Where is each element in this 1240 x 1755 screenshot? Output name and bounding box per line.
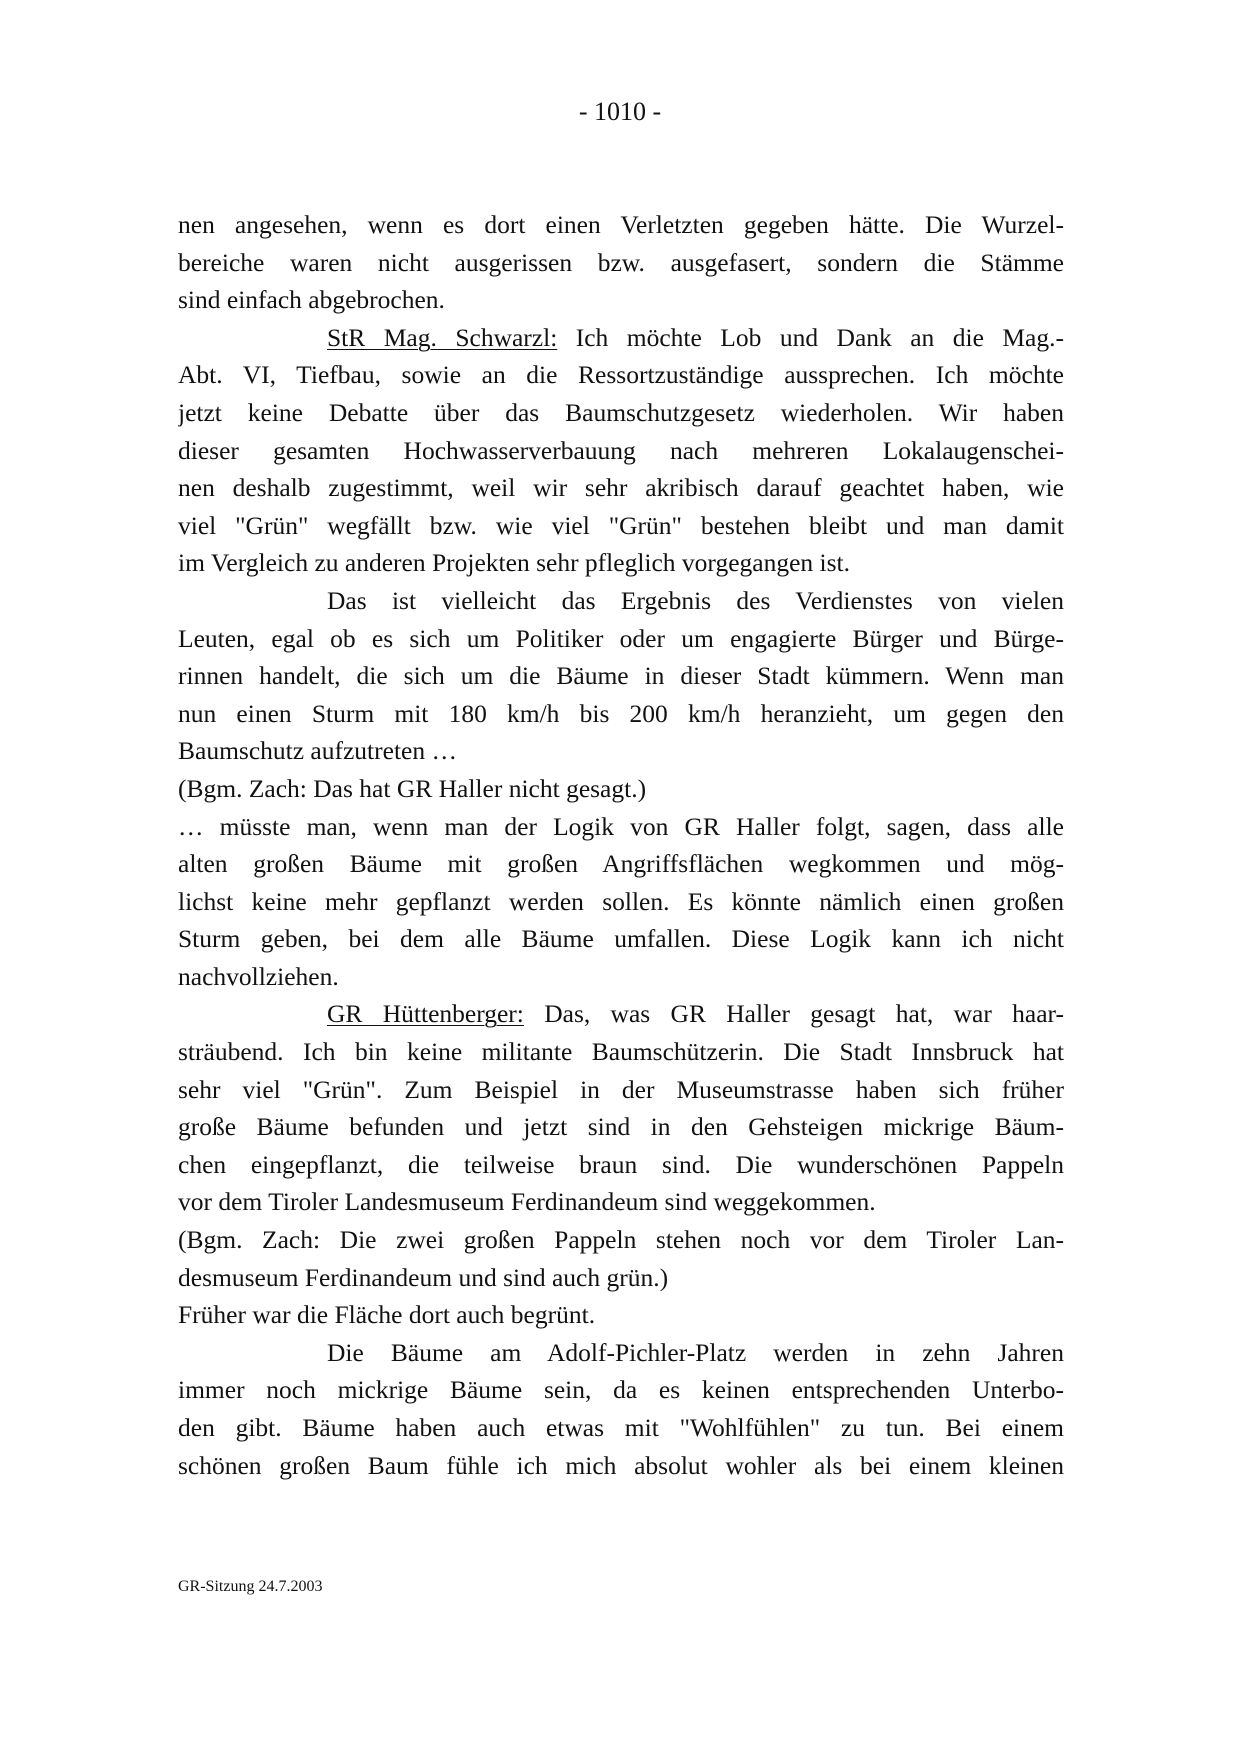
text-line: [178, 695, 1064, 733]
speaker-name: StR Mag. Schwarzl:: [327, 322, 558, 352]
line-text: bereiche waren nicht ausgerissen bzw. ausgefasert, sondern die Stämme: [178, 247, 1064, 277]
text-line: [178, 845, 1064, 883]
line-text: Ich möchte Lob und Dank an die Mag.-: [557, 322, 1064, 352]
body-text: [178, 206, 1064, 1484]
line-text: Leuten, egal ob es sich um Politiker oder um engagierte Bürger und Bürge-: [178, 623, 1064, 653]
line-text: vor dem Tiroler Landesmuseum Ferdinandeum sind weggekommen.: [178, 1187, 876, 1217]
text-line: [178, 356, 1064, 394]
text-line: [178, 1221, 1064, 1259]
text-line: [178, 244, 1064, 282]
text-line: [178, 582, 1064, 620]
line-text: jetzt keine Debatte über das Baumschutzgesetz wiederholen. Wir haben: [178, 397, 1064, 427]
text-line: [178, 469, 1064, 507]
line-text: sind einfach abgebrochen.: [178, 285, 445, 315]
line-text: nun einen Sturm mit 180 km/h bis 200 km/h heranzieht, um gegen den: [178, 698, 1064, 728]
line-text: sträubend. Ich bin keine militante Baumschützerin. Die Stadt Innsbruck hat: [178, 1037, 1064, 1067]
line-text: dieser gesamten Hochwasserverbauung nach mehreren Lokalaugenschei-: [178, 435, 1064, 465]
text-line: [178, 620, 1064, 658]
text-line: [178, 1183, 1064, 1221]
line-text: Sturm geben, bei dem alle Bäume umfallen. Diese Logik kann ich nicht: [178, 924, 1064, 954]
line-text: Baumschutz aufzutreten …: [178, 736, 457, 766]
text-line: [178, 1334, 1064, 1372]
line-text: chen eingepflanzt, die teilweise braun sind. Die wunderschönen Pappeln: [178, 1149, 1064, 1179]
line-text: desmuseum Ferdinandeum und sind auch grün.): [178, 1262, 669, 1292]
text-line: [178, 1259, 1064, 1297]
line-text: immer noch mickrige Bäume sein, da es keinen entsprechenden Unterbo-: [178, 1375, 1064, 1405]
text-line: [178, 958, 1064, 996]
text-line: [178, 507, 1064, 545]
text-line: [178, 732, 1064, 770]
line-text: viel "Grün" wegfällt bzw. wie viel "Grün" bestehen bleibt und man damit: [178, 510, 1064, 540]
line-text: Das ist vielleicht das Ergebnis des Verdienstes von vielen: [327, 585, 1064, 615]
line-text: Früher war die Fläche dort auch begrünt.: [178, 1300, 596, 1330]
text-line: [178, 1071, 1064, 1109]
line-text: (Bgm. Zach: Das hat GR Haller nicht gesagt.): [178, 773, 647, 803]
line-text: Abt. VI, Tiefbau, sowie an die Ressortzuständige aussprechen. Ich möchte: [178, 360, 1064, 390]
text-line: [178, 432, 1064, 470]
text-line: [178, 995, 1064, 1033]
text-line: [178, 1447, 1064, 1485]
text-line: [178, 657, 1064, 695]
line-text: Die Bäume am Adolf-Pichler-Platz werden in zehn Jahren: [327, 1337, 1064, 1367]
line-text: (Bgm. Zach: Die zwei großen Pappeln stehen noch vor dem Tiroler Lan-: [178, 1225, 1064, 1255]
text-line: [178, 1296, 1064, 1334]
text-line: [178, 544, 1064, 582]
text-line: [178, 770, 1064, 808]
line-text: große Bäume befunden und jetzt sind in den Gehsteigen mickrige Bäum-: [178, 1112, 1064, 1142]
line-text: Das, was GR Haller gesagt hat, war haar-: [523, 999, 1064, 1029]
line-text: rinnen handelt, die sich um die Bäume in dieser Stadt kümmern. Wenn man: [178, 661, 1064, 691]
line-text: lichst keine mehr gepflanzt werden sollen. Es könnte nämlich einen großen: [178, 886, 1064, 916]
line-text: nen deshalb zugestimmt, weil wir sehr akribisch darauf geachtet haben, wie: [178, 473, 1064, 503]
text-line: [178, 319, 1064, 357]
line-text: im Vergleich zu anderen Projekten sehr pfleglich vorgegangen ist.: [178, 548, 851, 578]
footer-session-date: GR-Sitzung 24.7.2003: [178, 1578, 323, 1595]
text-line: [178, 1033, 1064, 1071]
line-text: nen angesehen, wenn es dort einen Verletzten gegeben hätte. Die Wurzel-: [178, 210, 1064, 239]
text-line: [178, 281, 1064, 319]
line-text: … müsste man, wenn man der Logik von GR Haller folgt, sagen, dass alle: [178, 811, 1064, 841]
speaker-name: GR Hüttenberger:: [327, 999, 524, 1029]
line-text: sehr viel "Grün". Zum Beispiel in der Museumstrasse haben sich früher: [178, 1074, 1064, 1104]
text-line: [178, 1146, 1064, 1184]
text-line: [178, 883, 1064, 921]
text-line: [178, 808, 1064, 846]
line-text: schönen großen Baum fühle ich mich absolut wohler als bei einem kleinen: [178, 1450, 1064, 1480]
text-line: [178, 1108, 1064, 1146]
text-line: [178, 394, 1064, 432]
line-text: alten großen Bäume mit großen Angriffsflächen wegkommen und mög-: [178, 849, 1064, 879]
text-line: [178, 920, 1064, 958]
line-text: den gibt. Bäume haben auch etwas mit "Wohlfühlen" zu tun. Bei einem: [178, 1413, 1064, 1442]
line-text: nachvollziehen.: [178, 961, 339, 991]
text-line: [178, 1409, 1064, 1447]
text-line: [178, 206, 1064, 244]
text-line: [178, 1371, 1064, 1409]
page-number: - 1010 -: [578, 97, 662, 126]
